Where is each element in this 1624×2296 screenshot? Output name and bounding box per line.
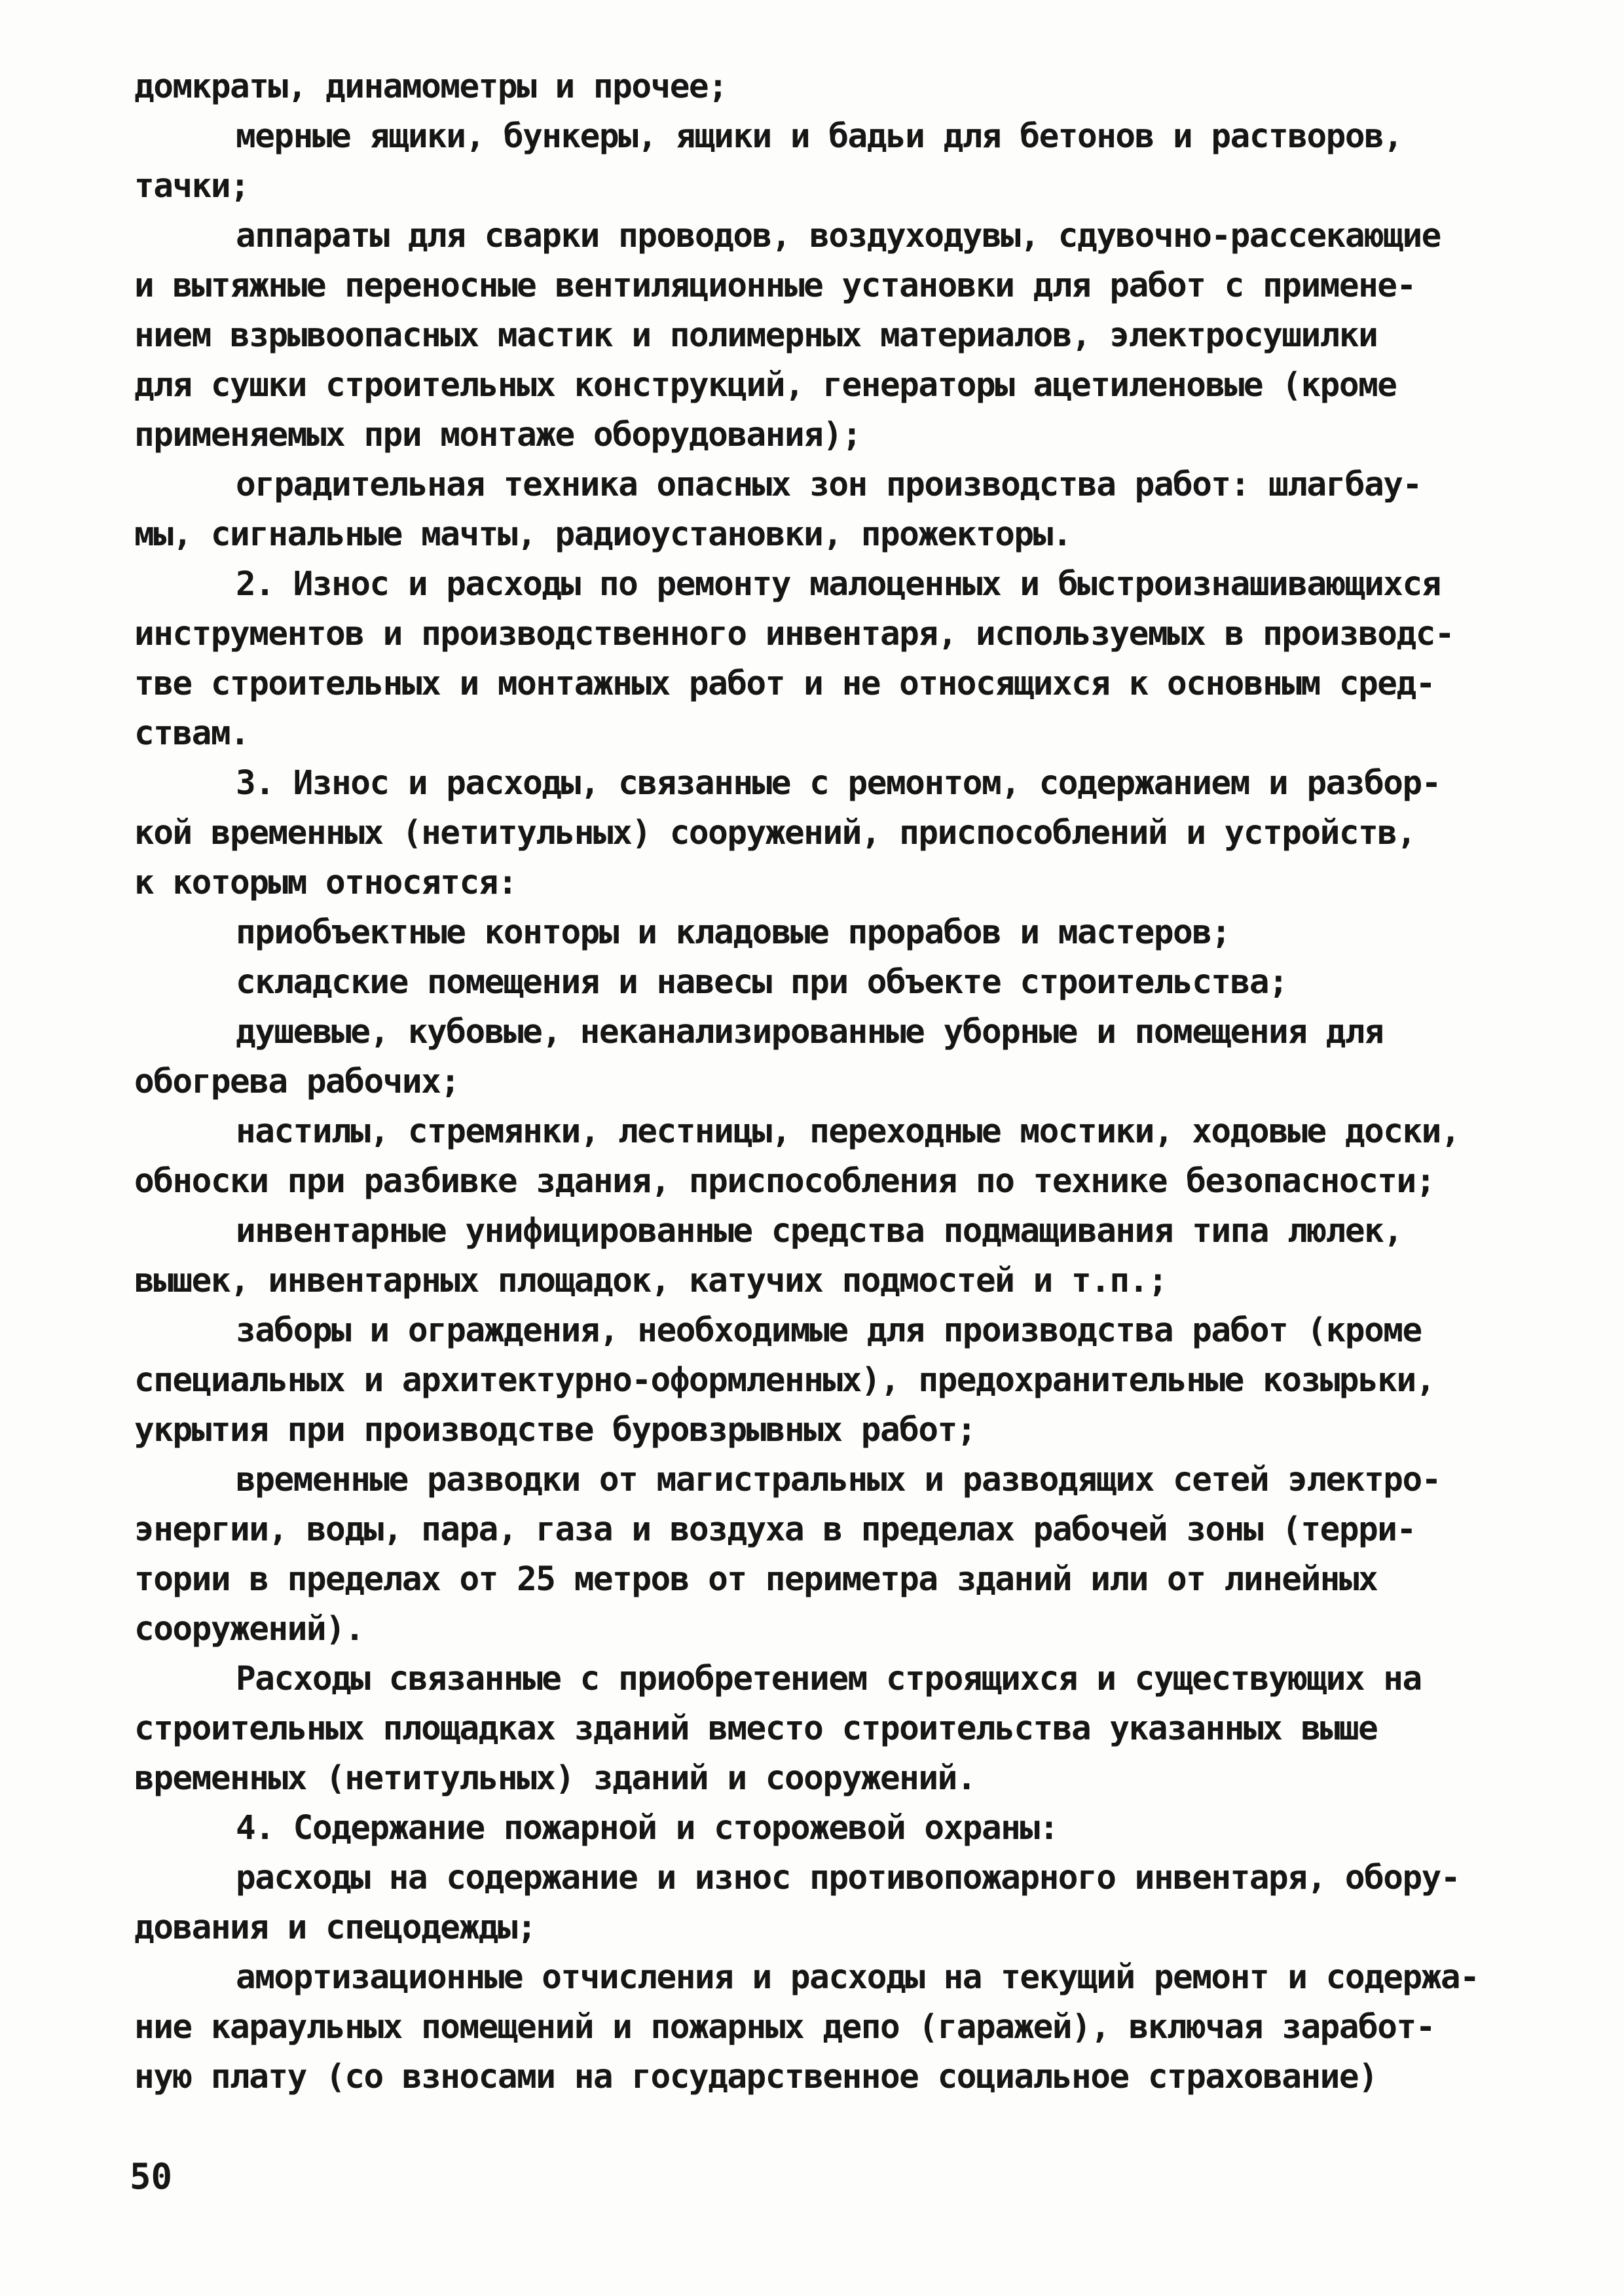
text-line: мерные ящики, бункеры, ящики и бадьи для бетонов и растворов, bbox=[236, 117, 1403, 156]
text-line: ние караульных помещений и пожарных депо (гаражей), включая заработ- bbox=[134, 2008, 1435, 2047]
text-line: настилы, стремянки, лестницы, переходные мостики, ходовые доски, bbox=[236, 1112, 1460, 1151]
text-line: душевые, кубовые, неканализированные уборные и помещения для bbox=[236, 1013, 1384, 1051]
text-line: укрытия при производстве буровзрывных работ; bbox=[134, 1411, 976, 1449]
page-number: 50 bbox=[130, 2156, 173, 2197]
text-line: тории в пределах от 25 метров от периметра зданий или от линейных bbox=[134, 1560, 1378, 1599]
text-line: временных (нетитульных) зданий и сооружений. bbox=[134, 1759, 976, 1798]
text-line: обогрева рабочих; bbox=[134, 1063, 460, 1101]
text-line: 3. Износ и расходы, связанные с ремонтом, содержанием и разбор- bbox=[236, 764, 1441, 803]
text-line: применяемых при монтаже оборудования); bbox=[134, 416, 861, 454]
text-line: складские помещения и навесы при объекте строительства; bbox=[236, 963, 1288, 1002]
text-line: расходы на содержание и износ противопожарного инвентаря, обору- bbox=[236, 1859, 1460, 1897]
text-line: тве строительных и монтажных работ и не относящихся к основным сред- bbox=[134, 665, 1435, 703]
text-line: инвентарные унифицированные средства подмащивания типа люлек, bbox=[236, 1212, 1403, 1250]
text-line: и вытяжные переносные вентиляционные установки для работ с примене- bbox=[134, 266, 1416, 305]
text-line: нием взрывоопасных мастик и полимерных материалов, электросушилки bbox=[134, 316, 1378, 355]
text-line: амортизационные отчисления и расходы на текущий ремонт и содержа- bbox=[236, 1958, 1479, 1997]
text-line: домкраты, динамометры и прочее; bbox=[134, 67, 728, 106]
text-line: дования и спецодежды; bbox=[134, 1908, 536, 1947]
text-line: приобъектные конторы и кладовые прорабов и мастеров; bbox=[236, 913, 1230, 952]
text-line: для сушки строительных конструкций, генераторы ацетиленовые (кроме bbox=[134, 366, 1397, 405]
text-line: 4. Содержание пожарной и сторожевой охраны: bbox=[236, 1809, 1058, 1848]
text-line: ную плату (со взносами на государственное социальное страхование) bbox=[134, 2058, 1378, 2096]
text-line: сооружений). bbox=[134, 1610, 364, 1649]
text-line: кой временных (нетитульных) сооружений, приспособлений и устройств, bbox=[134, 814, 1416, 852]
text-line: инструментов и производственного инвентаря, используемых в производс- bbox=[134, 615, 1454, 653]
text-line: специальных и архитектурно-оформленных), предохранительные козырьки, bbox=[134, 1361, 1435, 1400]
text-line: строительных площадках зданий вместо строительства указанных выше bbox=[134, 1709, 1378, 1748]
text-line: ствам. bbox=[134, 714, 249, 753]
text-line: энергии, воды, пара, газа и воздуха в пределах рабочей зоны (терри- bbox=[134, 1510, 1416, 1549]
text-line: мы, сигнальные мачты, радиоустановки, прожекторы. bbox=[134, 515, 1072, 554]
text-line: оградительная техника опасных зон производства работ: шлагбау- bbox=[236, 465, 1422, 504]
text-line: к которым относятся: bbox=[134, 864, 517, 902]
text-line: временные разводки от магистральных и разводящих сетей электро- bbox=[236, 1461, 1441, 1499]
text-line: тачки; bbox=[134, 167, 249, 206]
text-line: заборы и ограждения, необходимые для производства работ (кроме bbox=[236, 1311, 1422, 1350]
text-line: вышек, инвентарных площадок, катучих подмостей и т.п.; bbox=[134, 1262, 1168, 1300]
body-text bbox=[134, 62, 1562, 2102]
text-line: Расходы связанные с приобретением строящихся и существующих на bbox=[236, 1660, 1422, 1698]
text-line: 2. Износ и расходы по ремонту малоценных и быстроизнашивающихся bbox=[236, 565, 1441, 604]
text-line: аппараты для сварки проводов, воздуходувы, сдувочно-рассекающие bbox=[236, 217, 1441, 255]
text-line: обноски при разбивке здания, приспособления по технике безопасности; bbox=[134, 1162, 1435, 1201]
